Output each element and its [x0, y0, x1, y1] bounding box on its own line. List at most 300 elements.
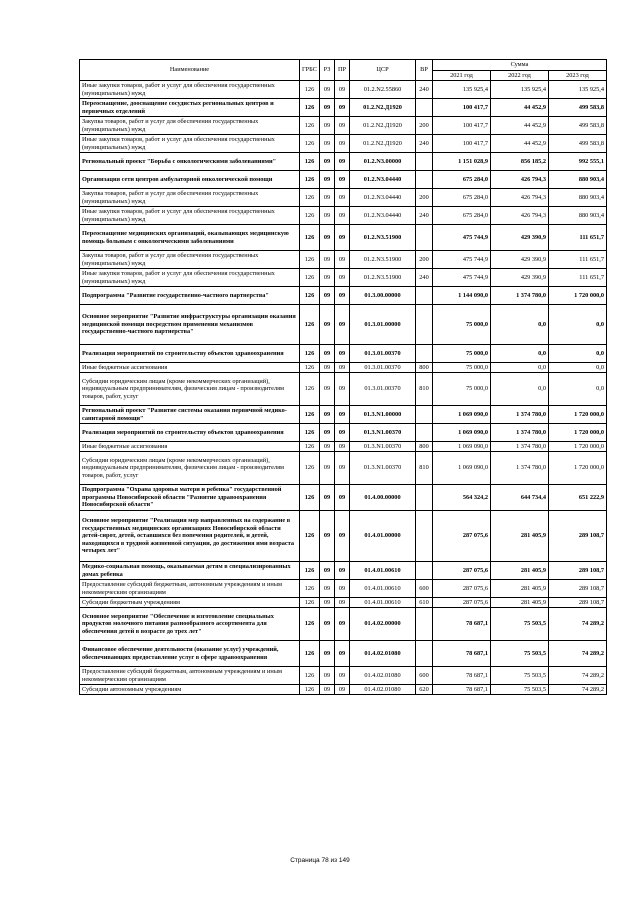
cell-vr [416, 171, 433, 189]
cell-name: Иные закупки товаров, работ и услуг для обеспечения государственных (муниципальных) нужд [80, 81, 300, 99]
cell-rz: 09 [320, 580, 335, 598]
cell-grbs: 126 [300, 287, 320, 305]
cell-2023: 499 583,8 [549, 99, 607, 117]
cell-pr: 09 [335, 207, 350, 225]
cell-rz: 09 [320, 117, 335, 135]
table-row [80, 251, 607, 269]
cell-csr: 01.3.01.00370 [350, 373, 416, 406]
cell-name: Предоставление субсидий бюджетным, автономным учреждениям и иным некоммерческим организациям [80, 667, 300, 685]
cell-pr: 09 [335, 406, 350, 424]
cell-name: Переоснащение, дооснащение сосудистых региональных центров и первичных отделений [80, 99, 300, 117]
cell-grbs: 126 [300, 452, 320, 485]
table-row [80, 207, 607, 225]
cell-rz: 09 [320, 251, 335, 269]
cell-2022: 135 925,4 [491, 81, 549, 99]
cell-2023: 111 651,7 [549, 251, 607, 269]
cell-2021: 75 000,0 [433, 363, 491, 373]
cell-pr: 09 [335, 117, 350, 135]
cell-2021: 78 687,1 [433, 641, 491, 667]
cell-vr: 200 [416, 189, 433, 207]
cell-rz: 09 [320, 562, 335, 580]
cell-2022: 75 503,5 [491, 685, 549, 695]
cell-pr: 09 [335, 171, 350, 189]
cell-pr: 09 [335, 424, 350, 442]
header-vr: ВР [416, 60, 433, 81]
cell-2021: 75 000,0 [433, 305, 491, 345]
table-row [80, 153, 607, 171]
cell-2022: 1 374 780,0 [491, 287, 549, 305]
cell-vr [416, 485, 433, 511]
cell-2022: 1 374 780,0 [491, 452, 549, 485]
cell-2021: 1 069 090,0 [433, 406, 491, 424]
cell-vr [416, 305, 433, 345]
cell-vr: 240 [416, 135, 433, 153]
cell-2022: 281 405,9 [491, 580, 549, 598]
cell-rz: 09 [320, 511, 335, 562]
table-row [80, 305, 607, 345]
cell-2023: 1 720 000,0 [549, 287, 607, 305]
cell-2021: 564 324,2 [433, 485, 491, 511]
cell-2023: 0,0 [549, 345, 607, 363]
cell-vr [416, 424, 433, 442]
cell-csr: 01.2.N2.Д1920 [350, 99, 416, 117]
table-row [80, 580, 607, 598]
table-row [80, 117, 607, 135]
cell-pr: 09 [335, 442, 350, 452]
cell-pr: 09 [335, 373, 350, 406]
cell-vr [416, 641, 433, 667]
table-row [80, 135, 607, 153]
cell-name: Субсидии автономным учреждениям [80, 685, 300, 695]
cell-pr: 09 [335, 345, 350, 363]
table-row [80, 667, 607, 685]
cell-rz: 09 [320, 667, 335, 685]
header-year-2021: 2021 год [433, 71, 491, 81]
header-pr: ПР [335, 60, 350, 81]
cell-rz: 09 [320, 153, 335, 171]
cell-csr: 01.4.01.00610 [350, 562, 416, 580]
cell-vr: 800 [416, 442, 433, 452]
cell-pr: 09 [335, 452, 350, 485]
cell-rz: 09 [320, 269, 335, 287]
cell-2023: 0,0 [549, 363, 607, 373]
cell-grbs: 126 [300, 580, 320, 598]
cell-2022: 429 390,9 [491, 269, 549, 287]
cell-grbs: 126 [300, 442, 320, 452]
cell-2022: 1 374 780,0 [491, 442, 549, 452]
cell-csr: 01.4.00.00000 [350, 485, 416, 511]
cell-name: Реализация мероприятий по строительству объектов здравоохранения [80, 345, 300, 363]
cell-pr: 09 [335, 685, 350, 695]
table-row [80, 81, 607, 99]
cell-2022: 429 390,9 [491, 225, 549, 251]
cell-2022: 426 794,3 [491, 189, 549, 207]
cell-2022: 0,0 [491, 373, 549, 406]
cell-vr: 240 [416, 269, 433, 287]
cell-vr: 240 [416, 81, 433, 99]
table-row [80, 363, 607, 373]
cell-csr: 01.2.N3.04440 [350, 207, 416, 225]
table-row [80, 442, 607, 452]
table-row [80, 608, 607, 641]
header-sum: Сумма [433, 60, 607, 71]
cell-grbs: 126 [300, 251, 320, 269]
budget-table [79, 59, 607, 695]
cell-2023: 651 222,9 [549, 485, 607, 511]
table-row [80, 225, 607, 251]
cell-name: Основное мероприятие "Реализация мер направленных на содержание в государственных медицинских организациях Новосибирской области детей-сирот, детей, оставшихся без попечения родителей, и детей, находящихся в трудной жизненной ситуации, до достижения ими возраста четырех лет" [80, 511, 300, 562]
table-row [80, 485, 607, 511]
cell-csr: 01.4.02.01080 [350, 641, 416, 667]
cell-2021: 75 000,0 [433, 345, 491, 363]
header-year-2023: 2023 год [549, 71, 607, 81]
table-row [80, 373, 607, 406]
cell-2023: 289 108,7 [549, 562, 607, 580]
cell-vr: 200 [416, 117, 433, 135]
cell-grbs: 126 [300, 685, 320, 695]
cell-2021: 75 000,0 [433, 373, 491, 406]
cell-2021: 78 687,1 [433, 667, 491, 685]
cell-vr: 810 [416, 452, 433, 485]
cell-rz: 09 [320, 363, 335, 373]
table-header [80, 60, 607, 81]
cell-2021: 100 417,7 [433, 99, 491, 117]
cell-2022: 1 374 780,0 [491, 406, 549, 424]
cell-pr: 09 [335, 135, 350, 153]
cell-2021: 675 284,0 [433, 189, 491, 207]
cell-grbs: 126 [300, 562, 320, 580]
cell-2023: 880 903,4 [549, 171, 607, 189]
cell-vr: 810 [416, 373, 433, 406]
cell-grbs: 126 [300, 189, 320, 207]
cell-grbs: 126 [300, 406, 320, 424]
table-row [80, 99, 607, 117]
cell-name: Иные закупки товаров, работ и услуг для обеспечения государственных (муниципальных) нужд [80, 135, 300, 153]
cell-vr: 610 [416, 598, 433, 608]
cell-2022: 281 405,9 [491, 598, 549, 608]
header-grbs: ГРБС [300, 60, 320, 81]
cell-2021: 675 284,0 [433, 171, 491, 189]
cell-2023: 289 108,7 [549, 580, 607, 598]
cell-2023: 499 583,8 [549, 135, 607, 153]
cell-pr: 09 [335, 511, 350, 562]
cell-pr: 09 [335, 580, 350, 598]
cell-2021: 78 687,1 [433, 685, 491, 695]
cell-2023: 1 720 000,0 [549, 424, 607, 442]
cell-name: Закупка товаров, работ и услуг для обеспечения государственных (муниципальных) нужд [80, 189, 300, 207]
cell-vr [416, 511, 433, 562]
cell-vr [416, 406, 433, 424]
cell-csr: 01.4.01.00000 [350, 511, 416, 562]
cell-2022: 281 405,9 [491, 511, 549, 562]
cell-csr: 01.3.N1.00370 [350, 442, 416, 452]
cell-2021: 1 144 090,0 [433, 287, 491, 305]
cell-pr: 09 [335, 305, 350, 345]
cell-vr [416, 345, 433, 363]
cell-2021: 135 925,4 [433, 81, 491, 99]
cell-rz: 09 [320, 608, 335, 641]
cell-pr: 09 [335, 363, 350, 373]
cell-csr: 01.3.01.00370 [350, 345, 416, 363]
cell-2022: 0,0 [491, 305, 549, 345]
cell-csr: 01.2.N2.55860 [350, 81, 416, 99]
cell-name: Реализация мероприятий по строительству объектов здравоохранения [80, 424, 300, 442]
cell-2021: 287 075,6 [433, 562, 491, 580]
cell-2021: 287 075,6 [433, 511, 491, 562]
cell-pr: 09 [335, 251, 350, 269]
cell-grbs: 126 [300, 305, 320, 345]
cell-2023: 74 289,2 [549, 667, 607, 685]
cell-2023: 74 289,2 [549, 641, 607, 667]
cell-vr: 200 [416, 251, 433, 269]
cell-pr: 09 [335, 269, 350, 287]
cell-csr: 01.2.N3.04440 [350, 189, 416, 207]
cell-2023: 0,0 [549, 373, 607, 406]
cell-grbs: 126 [300, 81, 320, 99]
cell-csr: 01.2.N3.00000 [350, 153, 416, 171]
cell-2023: 289 108,7 [549, 598, 607, 608]
cell-grbs: 126 [300, 269, 320, 287]
cell-grbs: 126 [300, 363, 320, 373]
cell-2023: 880 903,4 [549, 207, 607, 225]
cell-grbs: 126 [300, 608, 320, 641]
cell-2022: 44 452,9 [491, 135, 549, 153]
cell-csr: 01.4.02.00000 [350, 608, 416, 641]
table-row [80, 269, 607, 287]
cell-name: Основное мероприятие "Обеспечение и изготовление специальных продуктов молочного питания разнообразного ассортимента для обеспечения детей в возрасте до трех лет" [80, 608, 300, 641]
cell-2023: 992 555,1 [549, 153, 607, 171]
header-year-2022: 2022 год [491, 71, 549, 81]
cell-2023: 1 720 000,0 [549, 406, 607, 424]
cell-vr [416, 153, 433, 171]
cell-rz: 09 [320, 225, 335, 251]
cell-csr: 01.4.01.00610 [350, 580, 416, 598]
table-row [80, 511, 607, 562]
cell-vr: 600 [416, 667, 433, 685]
cell-rz: 09 [320, 685, 335, 695]
cell-name: Организация сети центров амбулаторной онкологической помощи [80, 171, 300, 189]
cell-pr: 09 [335, 225, 350, 251]
cell-pr: 09 [335, 287, 350, 305]
table-row [80, 345, 607, 363]
cell-2022: 426 794,3 [491, 207, 549, 225]
cell-rz: 09 [320, 452, 335, 485]
cell-vr [416, 562, 433, 580]
cell-grbs: 126 [300, 598, 320, 608]
cell-2021: 1 151 028,9 [433, 153, 491, 171]
cell-2022: 75 503,5 [491, 641, 549, 667]
cell-grbs: 126 [300, 99, 320, 117]
table-row [80, 685, 607, 695]
cell-2021: 100 417,7 [433, 135, 491, 153]
cell-2021: 78 687,1 [433, 608, 491, 641]
cell-vr [416, 99, 433, 117]
cell-rz: 09 [320, 287, 335, 305]
table-row [80, 406, 607, 424]
cell-name: Субсидии юридическим лицам (кроме некоммерческих организаций), индивидуальным предпринимателям, физическим лицам - производителям товаров, работ, услуг [80, 452, 300, 485]
cell-name: Иные закупки товаров, работ и услуг для обеспечения государственных (муниципальных) нужд [80, 269, 300, 287]
cell-2022: 75 503,5 [491, 608, 549, 641]
header-rz: РЗ [320, 60, 335, 81]
table-body [80, 81, 607, 695]
cell-2022: 426 794,3 [491, 171, 549, 189]
cell-csr: 01.2.N3.51900 [350, 269, 416, 287]
cell-2023: 111 651,7 [549, 269, 607, 287]
cell-vr: 600 [416, 580, 433, 598]
table-row [80, 452, 607, 485]
cell-grbs: 126 [300, 424, 320, 442]
cell-grbs: 126 [300, 135, 320, 153]
cell-vr: 240 [416, 207, 433, 225]
cell-2021: 475 744,9 [433, 225, 491, 251]
cell-grbs: 126 [300, 207, 320, 225]
cell-csr: 01.3.01.00370 [350, 363, 416, 373]
cell-pr: 09 [335, 608, 350, 641]
cell-rz: 09 [320, 641, 335, 667]
cell-rz: 09 [320, 598, 335, 608]
cell-rz: 09 [320, 442, 335, 452]
table-row [80, 287, 607, 305]
cell-rz: 09 [320, 171, 335, 189]
cell-csr: 01.4.02.01080 [350, 667, 416, 685]
cell-2023: 880 903,4 [549, 189, 607, 207]
table-row [80, 189, 607, 207]
cell-name: Основное мероприятие "Развитие инфраструктуры организации оказания медицинской помощи посредством применения механизмов государственно-частного партнерства" [80, 305, 300, 345]
cell-csr: 01.3.N1.00370 [350, 452, 416, 485]
cell-vr: 620 [416, 685, 433, 695]
cell-csr: 01.2.N3.51900 [350, 251, 416, 269]
cell-csr: 01.3.01.00000 [350, 305, 416, 345]
cell-2021: 1 069 090,0 [433, 442, 491, 452]
cell-csr: 01.3.00.00000 [350, 287, 416, 305]
cell-vr: 800 [416, 363, 433, 373]
cell-grbs: 126 [300, 153, 320, 171]
cell-rz: 09 [320, 99, 335, 117]
cell-pr: 09 [335, 667, 350, 685]
cell-pr: 09 [335, 485, 350, 511]
cell-name: Финансовое обеспечение деятельности (оказание услуг) учреждений, обеспечивающих предоставление услуг в сфере здравоохранения [80, 641, 300, 667]
cell-2021: 475 744,9 [433, 251, 491, 269]
cell-grbs: 126 [300, 345, 320, 363]
cell-2021: 1 069 090,0 [433, 424, 491, 442]
cell-2022: 856 185,2 [491, 153, 549, 171]
cell-name: Подпрограмма "Охрана здоровья матери и ребенка" государственной программы Новосибирской области "Развитие здравоохранения Новосибирской области" [80, 485, 300, 511]
cell-rz: 09 [320, 406, 335, 424]
table-row [80, 171, 607, 189]
cell-grbs: 126 [300, 171, 320, 189]
cell-2023: 74 289,2 [549, 685, 607, 695]
cell-name: Региональный проект "Развитие системы оказания первичной медико-санитарной помощи" [80, 406, 300, 424]
cell-csr: 01.2.N2.Д1920 [350, 135, 416, 153]
cell-grbs: 126 [300, 373, 320, 406]
cell-grbs: 126 [300, 641, 320, 667]
cell-name: Закупка товаров, работ и услуг для обеспечения государственных (муниципальных) нужд [80, 251, 300, 269]
table-row [80, 562, 607, 580]
budget-sheet [79, 59, 606, 695]
cell-grbs: 126 [300, 225, 320, 251]
cell-name: Подпрограмма "Развитие государственно-частного партнерства" [80, 287, 300, 305]
cell-2021: 287 075,6 [433, 598, 491, 608]
cell-csr: 01.3.N1.00370 [350, 424, 416, 442]
cell-pr: 09 [335, 189, 350, 207]
cell-2021: 100 417,7 [433, 117, 491, 135]
cell-2022: 281 405,9 [491, 562, 549, 580]
cell-2022: 44 452,9 [491, 117, 549, 135]
cell-csr: 01.2.N2.Д1920 [350, 117, 416, 135]
cell-csr: 01.2.N3.51900 [350, 225, 416, 251]
cell-grbs: 126 [300, 485, 320, 511]
table-row [80, 641, 607, 667]
cell-2021: 675 284,0 [433, 207, 491, 225]
cell-vr [416, 287, 433, 305]
cell-csr: 01.2.N3.04440 [350, 171, 416, 189]
cell-name: Субсидии бюджетным учреждениям [80, 598, 300, 608]
cell-vr [416, 225, 433, 251]
cell-pr: 09 [335, 598, 350, 608]
cell-2023: 1 720 000,0 [549, 442, 607, 452]
cell-rz: 09 [320, 424, 335, 442]
cell-name: Переоснащение медицинских организаций, оказывающих медицинскую помощь больным с онкологическими заболеваниями [80, 225, 300, 251]
cell-2021: 475 744,9 [433, 269, 491, 287]
cell-csr: 01.3.N1.00000 [350, 406, 416, 424]
cell-2022: 44 452,9 [491, 99, 549, 117]
cell-name: Иные закупки товаров, работ и услуг для обеспечения государственных (муниципальных) нужд [80, 207, 300, 225]
cell-2023: 499 583,8 [549, 117, 607, 135]
cell-2022: 1 374 780,0 [491, 424, 549, 442]
cell-vr [416, 608, 433, 641]
table-row [80, 598, 607, 608]
cell-rz: 09 [320, 485, 335, 511]
cell-2023: 1 720 000,0 [549, 452, 607, 485]
cell-csr: 01.4.01.00610 [350, 598, 416, 608]
cell-csr: 01.4.02.01080 [350, 685, 416, 695]
cell-grbs: 126 [300, 511, 320, 562]
cell-2022: 0,0 [491, 345, 549, 363]
cell-rz: 09 [320, 81, 335, 99]
cell-name: Иные бюджетные ассигнования [80, 442, 300, 452]
cell-2021: 287 075,6 [433, 580, 491, 598]
cell-2022: 644 734,4 [491, 485, 549, 511]
cell-name: Субсидии юридическим лицам (кроме некоммерческих организаций), индивидуальным предпринимателям, физическим лицам - производителям товаров, работ, услуг [80, 373, 300, 406]
header-name: Наименование [80, 60, 300, 81]
cell-name: Медико-социальная помощь, оказываемая детям в специализированных домах ребенка [80, 562, 300, 580]
cell-2022: 75 503,5 [491, 667, 549, 685]
cell-rz: 09 [320, 135, 335, 153]
cell-2022: 429 390,9 [491, 251, 549, 269]
cell-pr: 09 [335, 641, 350, 667]
cell-grbs: 126 [300, 117, 320, 135]
cell-rz: 09 [320, 345, 335, 363]
cell-name: Предоставление субсидий бюджетным, автономным учреждениям и иным некоммерческим организациям [80, 580, 300, 598]
cell-pr: 09 [335, 81, 350, 99]
cell-rz: 09 [320, 207, 335, 225]
cell-2023: 74 289,2 [549, 608, 607, 641]
cell-grbs: 126 [300, 667, 320, 685]
cell-2023: 0,0 [549, 305, 607, 345]
cell-name: Закупка товаров, работ и услуг для обеспечения государственных (муниципальных) нужд [80, 117, 300, 135]
table-row [80, 424, 607, 442]
cell-2021: 1 069 090,0 [433, 452, 491, 485]
cell-2023: 111 651,7 [549, 225, 607, 251]
cell-pr: 09 [335, 153, 350, 171]
cell-rz: 09 [320, 189, 335, 207]
cell-name: Региональный проект "Борьба с онкологическими заболеваниями" [80, 153, 300, 171]
cell-2023: 135 925,4 [549, 81, 607, 99]
header-csr: ЦСР [350, 60, 416, 81]
cell-rz: 09 [320, 305, 335, 345]
cell-pr: 09 [335, 562, 350, 580]
cell-rz: 09 [320, 373, 335, 406]
